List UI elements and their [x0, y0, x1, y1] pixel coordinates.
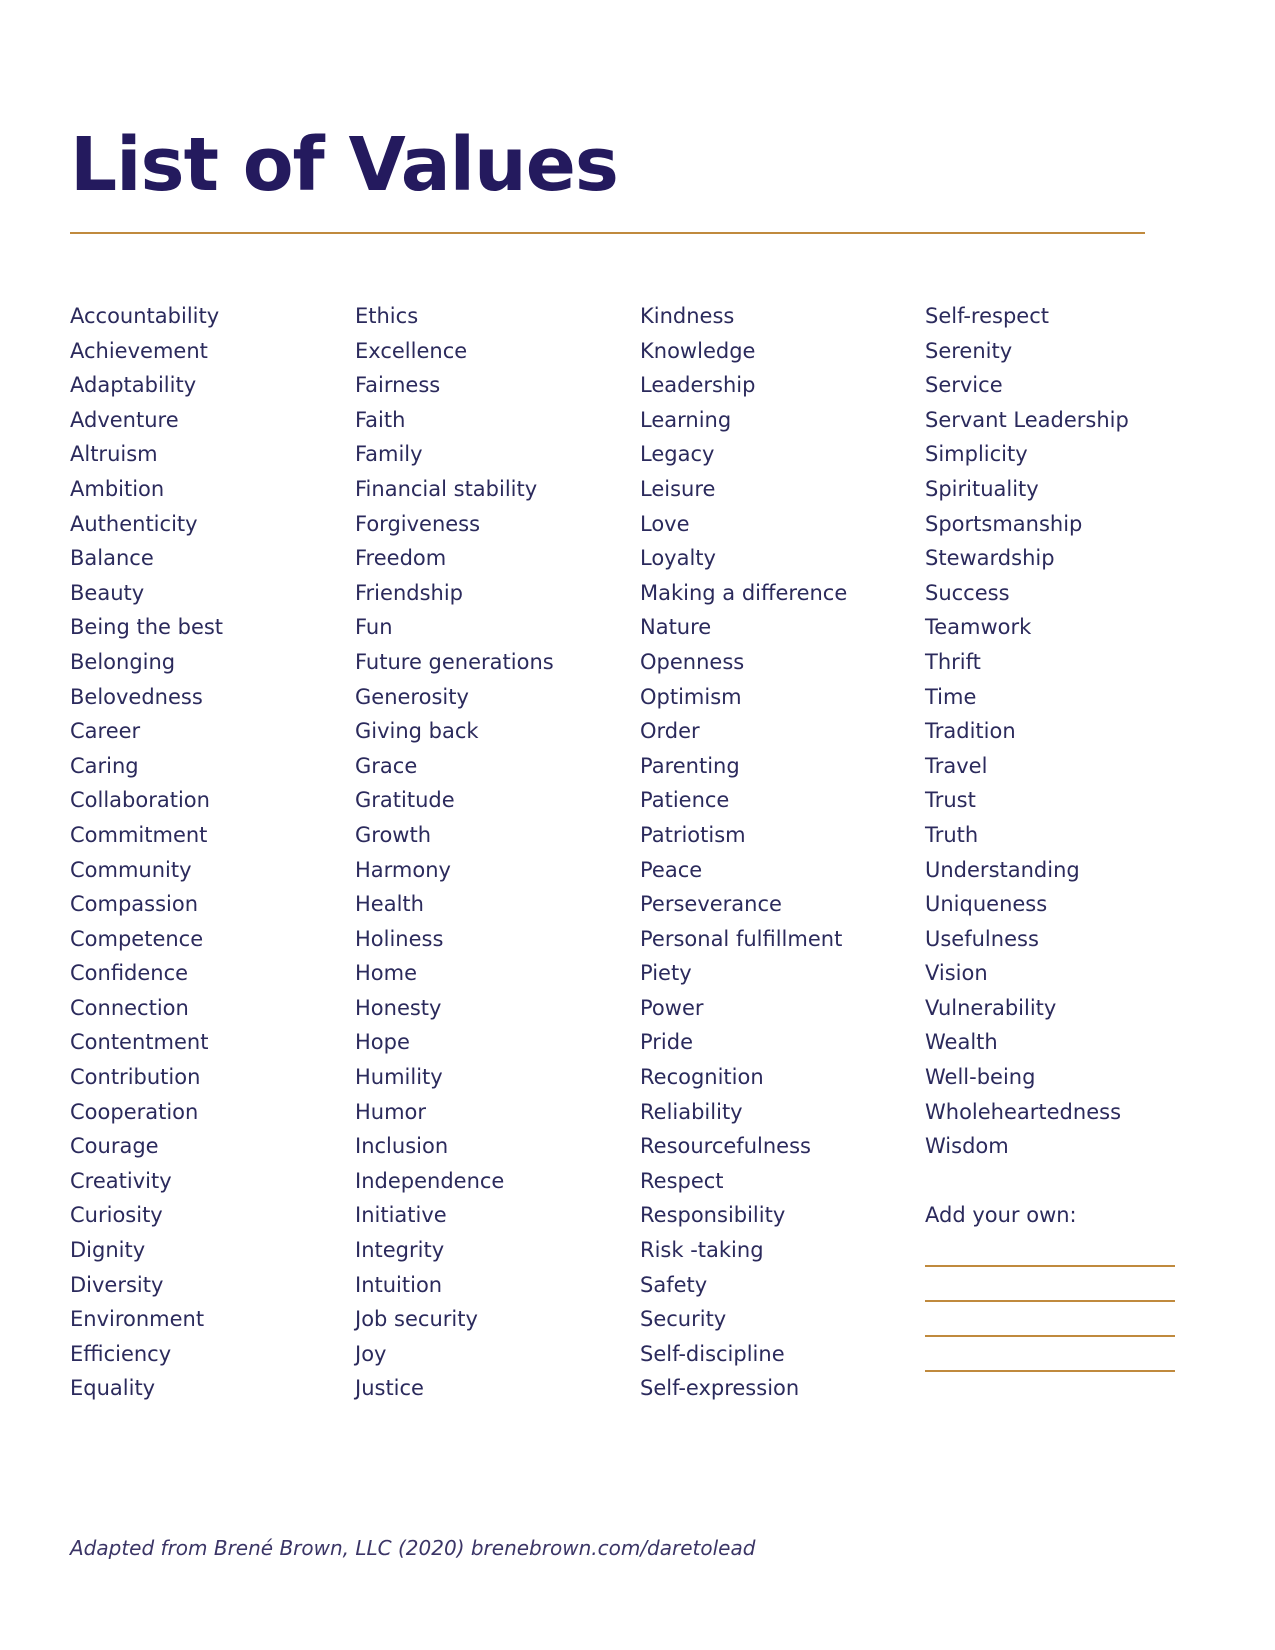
value-item: Intuition — [355, 1272, 443, 1297]
value-item: Beauty — [70, 580, 145, 605]
value-item: Learning — [640, 407, 732, 432]
value-item: Balance — [70, 546, 154, 571]
value-item: Being the best — [70, 615, 224, 640]
value-item: Growth — [355, 822, 432, 847]
values-column-4 — [925, 299, 1175, 1406]
page-title: List of Values — [70, 122, 618, 208]
value-item: Teamwork — [925, 615, 1032, 640]
value-item: Joy — [355, 1341, 387, 1366]
value-item: Respect — [640, 1168, 724, 1193]
value-item: Courage — [70, 1134, 159, 1159]
value-item: Tradition — [925, 719, 1016, 744]
value-item: Knowledge — [640, 338, 756, 363]
value-item: Wisdom — [925, 1134, 1009, 1159]
value-item: Fun — [355, 615, 393, 640]
value-item: Inclusion — [355, 1134, 449, 1159]
source-attribution: Adapted from Brené Brown, LLC (2020) brenebrown.com/daretolead — [70, 1536, 756, 1560]
value-item: Patience — [640, 788, 730, 813]
value-item: Stewardship — [925, 546, 1055, 571]
value-item: Caring — [70, 753, 139, 778]
add-your-own-lines — [925, 1265, 1175, 1372]
value-item: Success — [925, 580, 1010, 605]
value-item: Adventure — [70, 407, 179, 432]
value-item: Friendship — [355, 580, 463, 605]
add-your-own-label: Add your own: — [925, 1202, 1077, 1227]
title-divider — [70, 232, 1145, 234]
value-item: Reliability — [640, 1099, 743, 1124]
value-item: Honesty — [355, 995, 442, 1020]
value-item: Ethics — [355, 304, 419, 328]
value-item: Excellence — [355, 338, 468, 363]
value-item: Giving back — [355, 719, 479, 744]
value-item: Spirituality — [925, 476, 1039, 501]
values-column-4-items — [925, 299, 1175, 1164]
values-column-1 — [70, 299, 355, 1406]
value-item: Peace — [640, 857, 703, 882]
value-item: Connection — [70, 995, 189, 1020]
value-item: Equality — [70, 1376, 156, 1401]
write-in-line[interactable] — [925, 1265, 1175, 1267]
value-item: Self-expression — [640, 1376, 800, 1401]
value-item: Authenticity — [70, 511, 198, 536]
value-item: Optimism — [640, 684, 742, 709]
value-item: Kindness — [640, 304, 735, 328]
value-item: Generosity — [355, 684, 469, 709]
value-item: Responsibility — [640, 1203, 786, 1228]
value-item: Family — [355, 442, 423, 467]
value-item: Compassion — [70, 892, 199, 917]
value-item: Forgiveness — [355, 511, 481, 536]
value-item: Order — [640, 719, 700, 744]
value-item: Love — [640, 511, 690, 536]
value-item: Perseverance — [640, 892, 782, 917]
value-item: Uniqueness — [925, 892, 1048, 917]
value-item: Wholeheartedness — [925, 1099, 1122, 1124]
value-item: Environment — [70, 1307, 205, 1332]
value-item: Security — [640, 1307, 727, 1332]
value-item: Self-respect — [925, 304, 1049, 328]
value-item: Wealth — [925, 1030, 998, 1055]
value-item: Piety — [640, 961, 692, 986]
value-item: Risk -taking — [640, 1238, 764, 1263]
value-item: Harmony — [355, 857, 451, 882]
value-item: Integrity — [355, 1238, 445, 1263]
value-item: Serenity — [925, 338, 1013, 363]
value-item: Ambition — [70, 476, 165, 501]
value-item: Dignity — [70, 1238, 146, 1263]
value-item: Personal fulfillment — [640, 926, 843, 951]
value-item: Belonging — [70, 649, 176, 674]
value-item: Self-discipline — [640, 1341, 785, 1366]
value-item: Freedom — [355, 546, 447, 571]
values-columns — [70, 299, 1170, 1406]
value-item: Gratitude — [355, 788, 455, 813]
value-item: Accountability — [70, 304, 220, 328]
value-item: Understanding — [925, 857, 1080, 882]
value-item: Altruism — [70, 442, 158, 467]
value-item: Future generations — [355, 649, 554, 674]
value-item: Resourcefulness — [640, 1134, 811, 1159]
value-item: Vulnerability — [925, 995, 1057, 1020]
value-item: Cooperation — [70, 1099, 199, 1124]
value-item: Travel — [925, 753, 988, 778]
value-item: Curiosity — [70, 1203, 163, 1228]
value-item: Initiative — [355, 1203, 447, 1228]
value-item: Humor — [355, 1099, 427, 1124]
value-item: Safety — [640, 1272, 708, 1297]
value-item: Diversity — [70, 1272, 164, 1297]
write-in-line[interactable] — [925, 1335, 1175, 1337]
value-item: Pride — [640, 1030, 694, 1055]
value-item: Contentment — [70, 1030, 209, 1055]
value-item: Usefulness — [925, 926, 1039, 951]
value-item: Recognition — [640, 1065, 764, 1090]
value-item: Financial stability — [355, 476, 538, 501]
value-item: Parenting — [640, 753, 740, 778]
value-item: Fairness — [355, 373, 441, 398]
value-item: Servant Leadership — [925, 407, 1129, 432]
values-column-2 — [355, 299, 640, 1406]
value-item: Hope — [355, 1030, 410, 1055]
value-item: Leadership — [640, 373, 756, 398]
value-item: Well-being — [925, 1065, 1036, 1090]
value-item: Trust — [925, 788, 976, 813]
write-in-line[interactable] — [925, 1300, 1175, 1302]
value-item: Belovedness — [70, 684, 203, 709]
value-item: Nature — [640, 615, 712, 640]
value-item: Achievement — [70, 338, 208, 363]
value-item: Time — [925, 684, 977, 709]
value-item: Openness — [640, 649, 745, 674]
value-item: Faith — [355, 407, 406, 432]
value-item: Independence — [355, 1168, 505, 1193]
value-item: Home — [355, 961, 418, 986]
value-item: Community — [70, 857, 192, 882]
write-in-line[interactable] — [925, 1370, 1175, 1372]
value-item: Power — [640, 995, 704, 1020]
value-item: Career — [70, 719, 141, 744]
value-item: Making a difference — [640, 580, 848, 605]
value-item: Holiness — [355, 926, 444, 951]
value-item: Confidence — [70, 961, 189, 986]
value-item: Simplicity — [925, 442, 1028, 467]
value-item: Adaptability — [70, 373, 197, 398]
value-item: Legacy — [640, 442, 715, 467]
value-item: Justice — [355, 1376, 424, 1401]
value-item: Contribution — [70, 1065, 201, 1090]
value-item: Vision — [925, 961, 988, 986]
value-item: Patriotism — [640, 822, 746, 847]
value-item: Job security — [355, 1307, 478, 1332]
value-item: Service — [925, 373, 1003, 398]
value-item: Competence — [70, 926, 204, 951]
value-item: Grace — [355, 753, 418, 778]
value-item: Truth — [925, 822, 979, 847]
values-column-3 — [640, 299, 925, 1406]
value-item: Efficiency — [70, 1341, 172, 1366]
value-item: Collaboration — [70, 788, 210, 813]
value-item: Loyalty — [640, 546, 716, 571]
value-item: Creativity — [70, 1168, 172, 1193]
value-item: Health — [355, 892, 424, 917]
value-item: Thrift — [925, 649, 981, 674]
value-item: Leisure — [640, 476, 716, 501]
value-item: Sportsmanship — [925, 511, 1083, 536]
value-item: Commitment — [70, 822, 208, 847]
value-item: Humility — [355, 1065, 443, 1090]
